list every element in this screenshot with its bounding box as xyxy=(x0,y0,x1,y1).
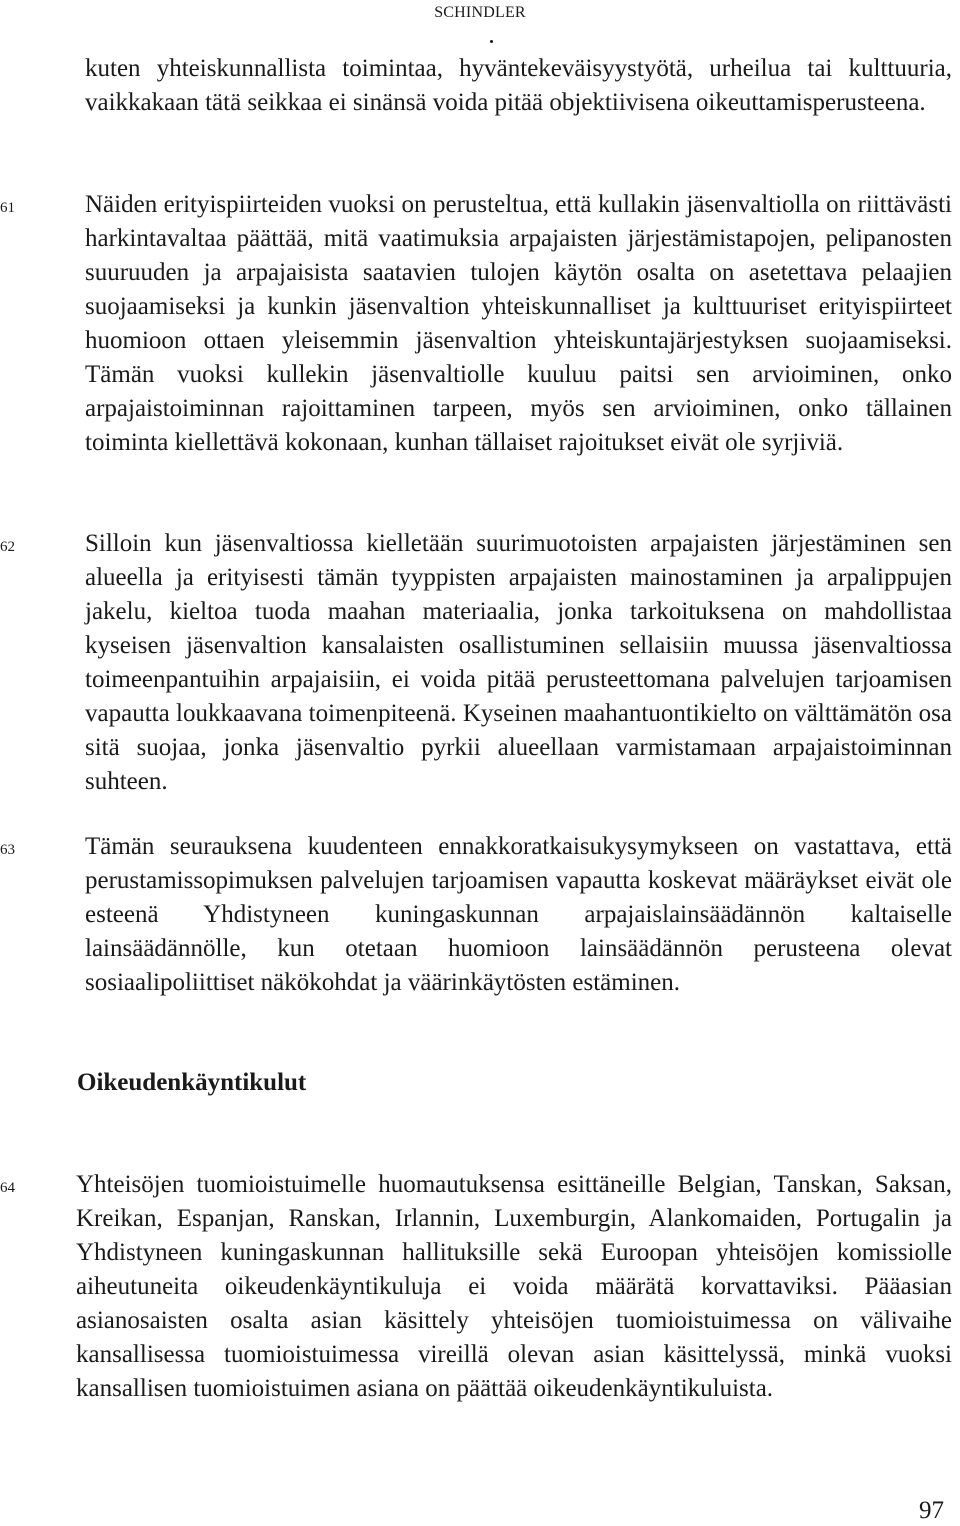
running-head: SCHINDLER xyxy=(434,4,526,21)
paragraph-63: Tämän seurauksena kuudenteen ennakkoratkaisukysymykseen on vastattava, että perustamissopimuksen palvelujen tarjoamisen vapautta koskevat määräykset eivät ole esteenä Yhdistyneen kuningaskunnan arpajaislainsäädännön kaltaiselle lainsäädännölle, kun otetaan huomioon lainsäädännön perusteena olevat sosiaalipoliittiset näkökohdat ja väärinkäytösten estäminen. xyxy=(85,833,952,996)
paragraph-number: 64 xyxy=(0,1180,15,1196)
paragraph-number: 63 xyxy=(0,842,15,858)
paragraph-62: Silloin kun jäsenvaltiossa kielletään suurimuotoisten arpajaisten järjestäminen sen alueella ja erityisesti tämän tyyppisten arpajaisten mainostaminen ja arpalippujen jakelu, kieltoa tuoda maahan materiaalia, jonka tarkoituksena on mahdollistaa kyseisen jäsenvaltion kansalaisten osallistuminen sellaisiin muussa jäsenvaltiossa toimeenpantuihin arpajaisiin, ei voida pitää perusteettomana palvelujen tarjoamisen vapautta loukkaavana toimenpiteenä. Kyseinen maahantuontikielto on välttämätön osa sitä suojaa, jonka jäsenvaltio pyrkii alueellaan varmistamaan arpajaistoiminnan suhteen. xyxy=(85,530,952,795)
paragraph-61: Näiden erityispiirteiden vuoksi on perusteltua, että kullakin jäsenvaltiolla on riittävästi harkintavaltaa päättää, mitä vaatimuksia arpajaisten järjestämistapojen, pelipanosten suuruuden ja arpajaisista saatavien tulojen käytön osalta on asetettava pelaajien suojaamiseksi ja kunkin jäsenvaltion yhteiskunnalliset ja kulttuuriset erityispiirteet huomioon ottaen yleisemmin jäsenvaltion yhteiskuntajärjestyksen suojaamiseksi. Tämän vuoksi kullekin jäsenvaltiolle kuuluu paitsi sen arvioiminen, onko arpajaistoiminnan rajoittaminen tarpeen, myös sen arvioiminen, onko tällainen toiminta kiellettävä kokonaan, kunhan tällaiset rajoitukset eivät ole syrjiviä. xyxy=(85,191,952,456)
paragraph-continuation: kuten yhteiskunnallista toimintaa, hyväntekeväisyystyötä, urheilua tai kulttuuria, vaikkakaan tätä seikkaa ei sinänsä voida pitää objektiivisena oikeuttamisperusteena. xyxy=(85,55,952,116)
page-number: 97 xyxy=(919,1497,944,1524)
print-speck xyxy=(490,40,493,43)
paragraph-number: 62 xyxy=(0,539,15,555)
paragraph-64: Yhteisöjen tuomioistuimelle huomautuksensa esittäneille Belgian, Tanskan, Saksan, Kreikan, Espanjan, Ranskan, Irlannin, Luxemburgin, Alankomaiden, Portugalin ja Yhdistyneen kuningaskunnan hallituksille sekä Euroopan yhteisöjen komissiolle aiheutuneita oikeudenkäyntikuluja ei voida määrätä korvattaviksi. Pääasian asianosaisten osalta asian käsittely yhteisöjen tuomioistuimessa on välivaihe kansallisessa tuomioistuimessa vireillä olevan asian käsittelyssä, minkä vuoksi kansallisen tuomioistuimen asiana on päättää oikeudenkäyntikuluista. xyxy=(76,1171,952,1402)
section-heading: Oikeudenkäyntikulut xyxy=(77,1069,307,1096)
paragraph-number: 61 xyxy=(0,200,15,216)
